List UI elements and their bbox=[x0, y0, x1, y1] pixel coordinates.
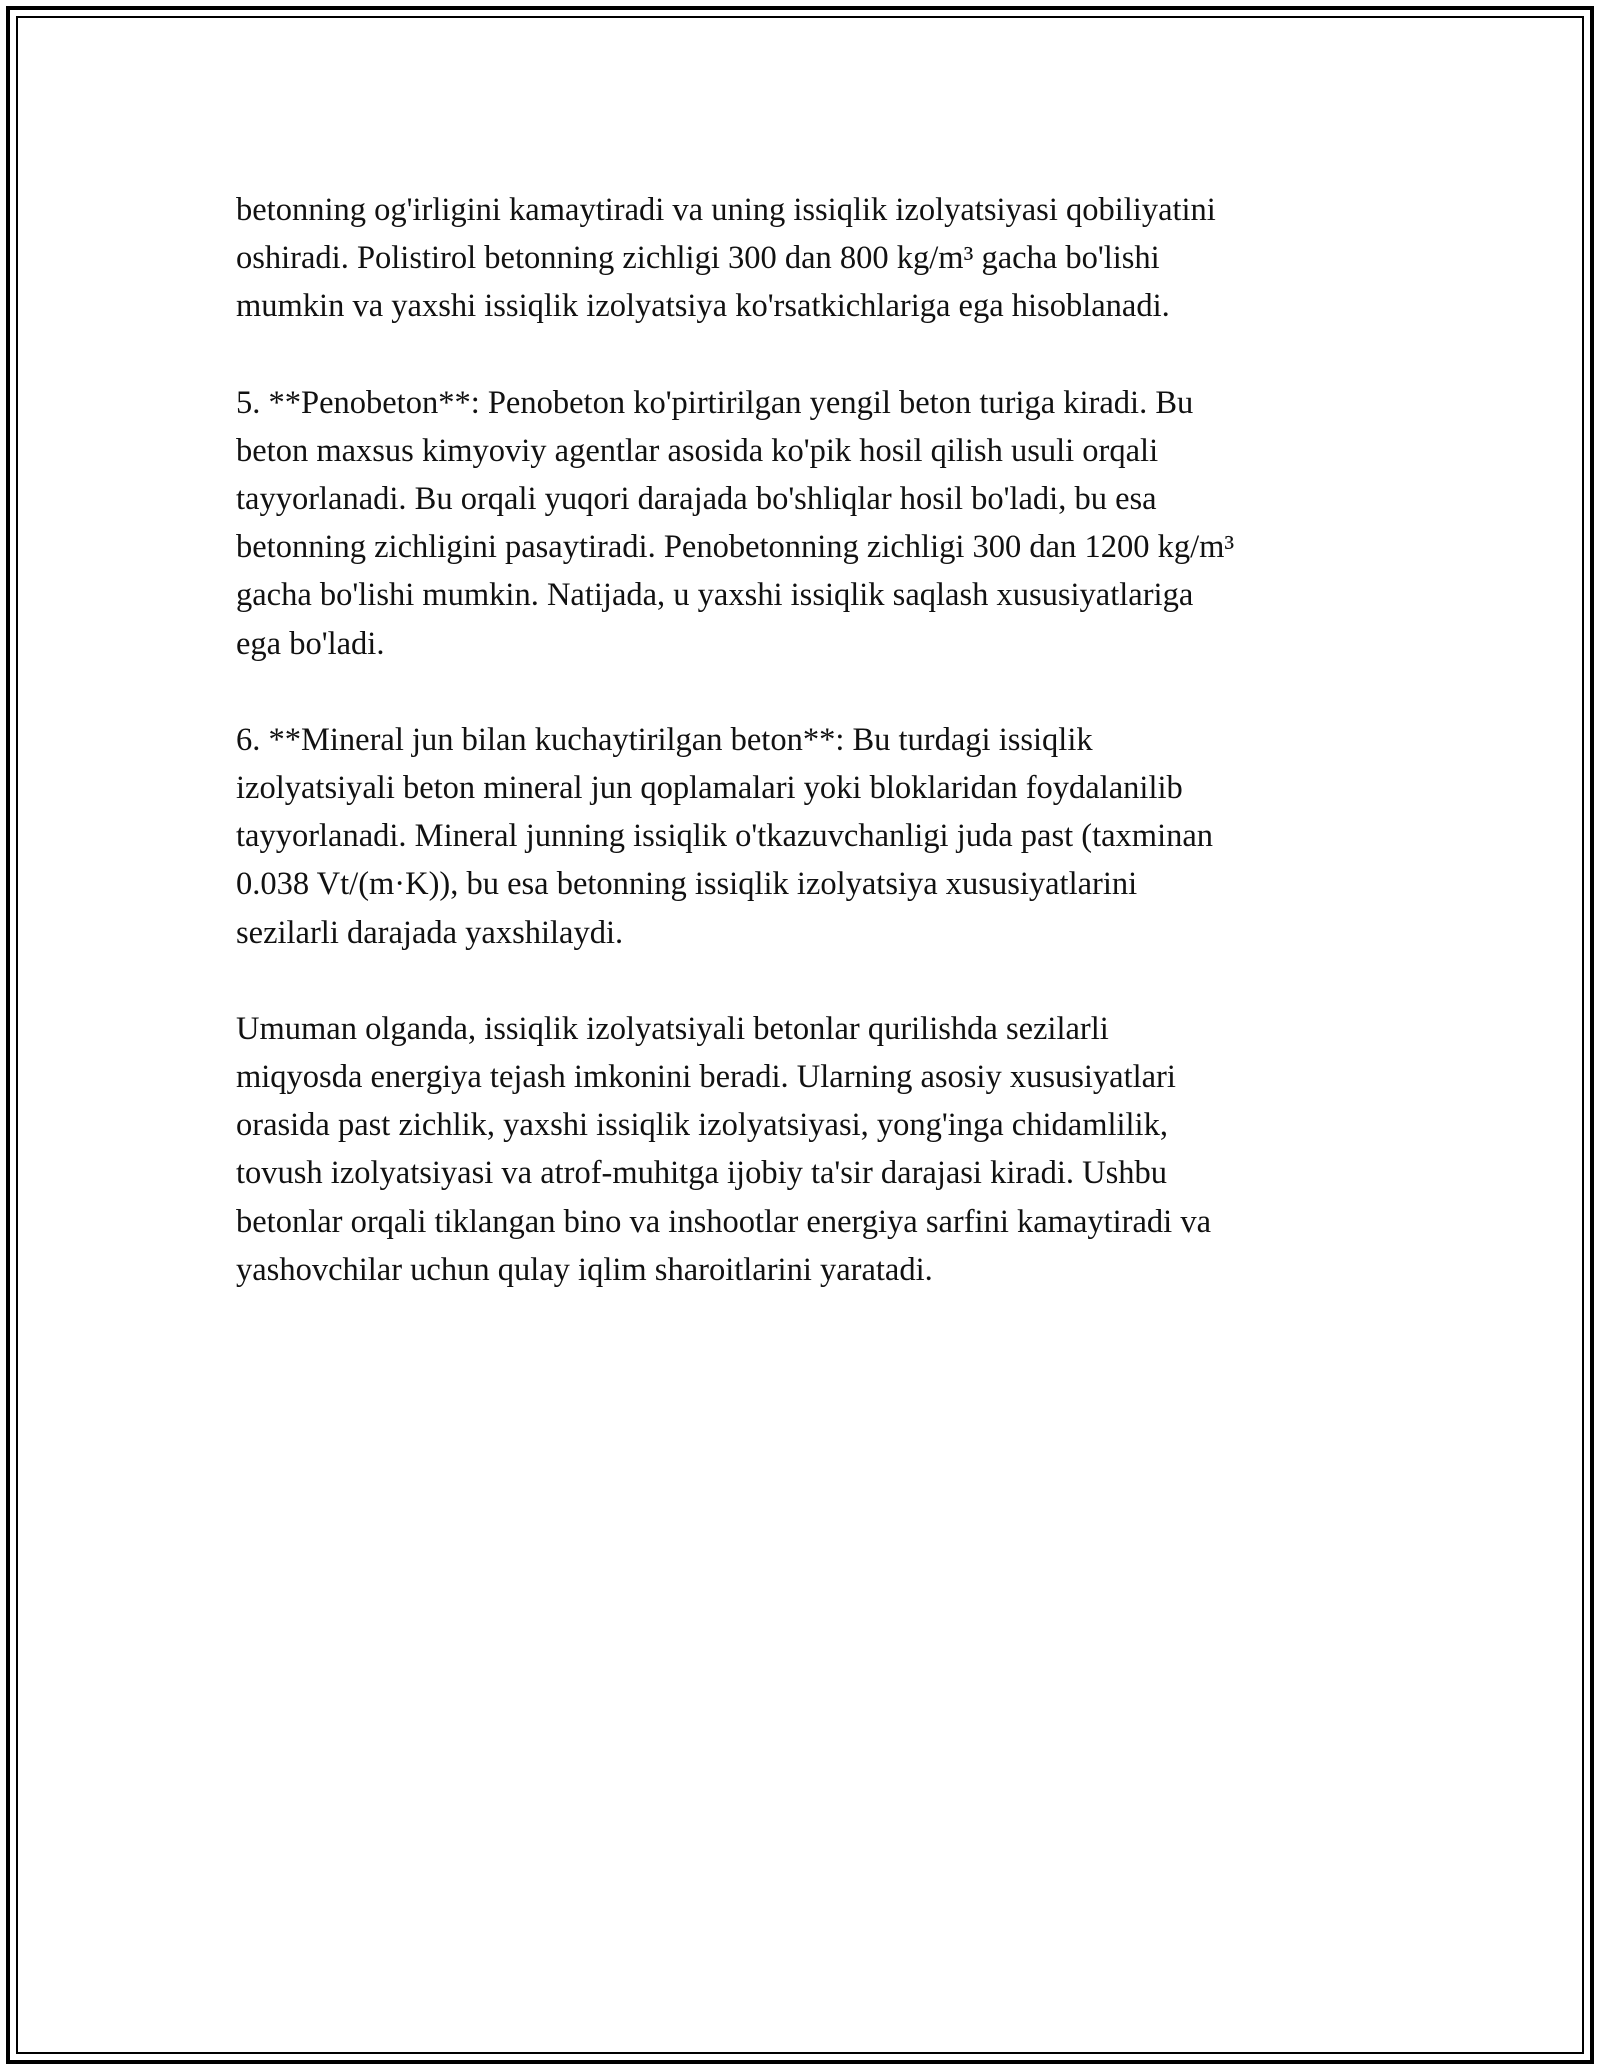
text-line: 0.038 Vt/(m·K)), bu esa betonning issiqlik izolyatsiya xususiyatlarini bbox=[236, 866, 1138, 903]
text-line: betonning zichligini pasaytiradi. Penobetonning zichligi 300 dan 1200 kg/m³ bbox=[236, 529, 1235, 566]
text-line: tayyorlanadi. Bu orqali yuqori darajada bo'shliqlar hosil bo'ladi, bu esa bbox=[236, 481, 1157, 518]
text-line: beton maxsus kimyoviy agentlar asosida ko'pik hosil qilish usuli orqali bbox=[236, 432, 1159, 469]
paragraph-polistirol-continued bbox=[236, 186, 1386, 331]
text-line: 5. **Penobeton**: Penobeton ko'pirtirilgan yengil beton turiga kiradi. Bu bbox=[236, 384, 1194, 421]
paragraph-penobeton bbox=[236, 379, 1386, 668]
text-line: izolyatsiyali beton mineral jun qoplamalari yoki bloklaridan foydalanilib bbox=[236, 770, 1183, 807]
text-line: tovush izolyatsiyasi va atrof-muhitga ijobiy ta'sir darajasi kiradi. Ushbu bbox=[236, 1155, 1168, 1192]
document-body bbox=[236, 186, 1386, 1342]
text-line: betonning og'irligini kamaytiradi va uning issiqlik izolyatsiyasi qobiliyatini bbox=[236, 192, 1216, 228]
text-line: betonlar orqali tiklangan bino va inshootlar energiya sarfini kamaytiradi va bbox=[236, 1203, 1211, 1240]
text-line: mumkin va yaxshi issiqlik izolyatsiya ko'rsatkichlariga ega hisoblanadi. bbox=[236, 288, 1170, 325]
paragraph-mineral-jun bbox=[236, 716, 1386, 957]
text-line: sezilarli darajada yaxshilaydi. bbox=[236, 914, 624, 951]
text-line: orasida past zichlik, yaxshi issiqlik izolyatsiyasi, yong'inga chidamlilik, bbox=[236, 1107, 1168, 1144]
text-line: ega bo'ladi. bbox=[236, 625, 385, 662]
text-line: yashovchilar uchun qulay iqlim sharoitlarini yaratadi. bbox=[236, 1251, 933, 1288]
text-line: tayyorlanadi. Mineral junning issiqlik o'tkazuvchanligi juda past (taxminan bbox=[236, 818, 1214, 855]
paragraph-conclusion bbox=[236, 1005, 1386, 1294]
text-line: gacha bo'lishi mumkin. Natijada, u yaxshi issiqlik saqlash xususiyatlariga bbox=[236, 577, 1194, 614]
text-line: oshiradi. Polistirol betonning zichligi 300 dan 800 kg/m³ gacha bo'lishi bbox=[236, 240, 1160, 277]
text-line: miqyosda energiya tejash imkonini beradi. Ularning asosiy xususiyatlari bbox=[236, 1059, 1176, 1096]
text-line: Umuman olganda, issiqlik izolyatsiyali betonlar qurilishda sezilarli bbox=[236, 1010, 1109, 1047]
text-line: 6. **Mineral jun bilan kuchaytirilgan beton**: Bu turdagi issiqlik bbox=[236, 721, 1093, 758]
